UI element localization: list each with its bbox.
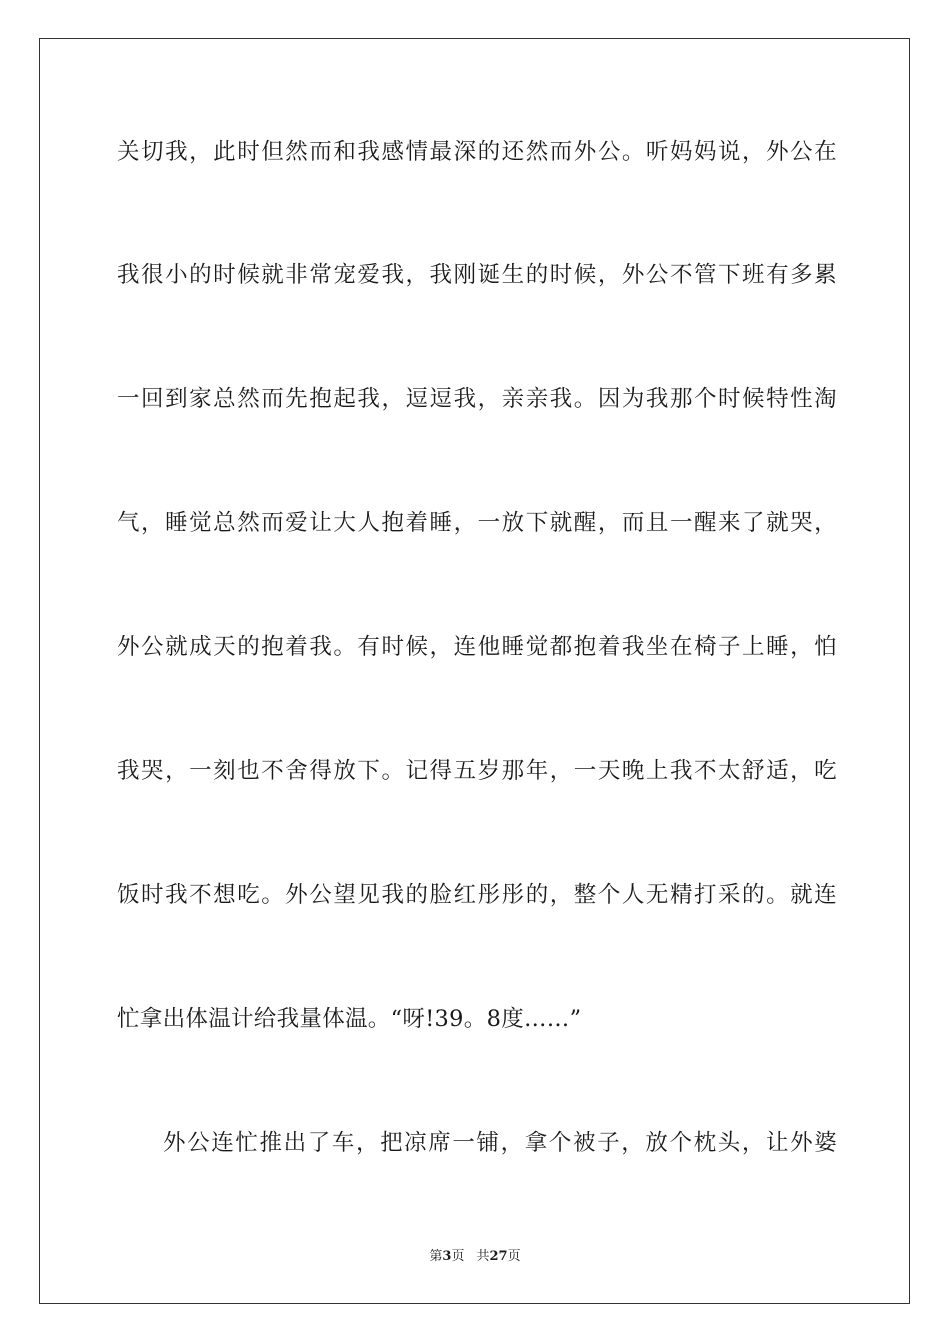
paragraph-line: 饭时我不想吃。外公望见我的脸红彤彤的，整个人无精打采的。就连 xyxy=(117,882,837,908)
paragraph-line: 外公连忙推出了车，把凉席一铺，拿个被子，放个枕头，让外婆 xyxy=(163,1130,837,1156)
paragraph-line: 关切我，此时但然而和我感情最深的还然而外公。听妈妈说，外公在 xyxy=(117,139,837,165)
page-suffix: 页 xyxy=(451,1249,465,1264)
total-pages: 27 xyxy=(489,1249,508,1264)
paragraph-line: 外公就成天的抱着我。有时候，连他睡觉都抱着我坐在椅子上睡，怕 xyxy=(117,634,837,660)
page-prefix: 第 xyxy=(429,1249,443,1264)
paragraph-line: 我很小的时候就非常宠爱我，我刚诞生的时候，外公不管下班有多累 xyxy=(117,262,837,288)
page-footer xyxy=(0,1248,950,1266)
paragraph-line: 气，睡觉总然而爱让大人抱着睡，一放下就醒，而且一醒来了就哭， xyxy=(117,510,837,536)
total-prefix: 共 xyxy=(476,1249,490,1264)
page-border xyxy=(39,38,910,1304)
total-suffix: 页 xyxy=(507,1249,521,1264)
paragraph-line: 忙拿出体温计给我量体温。“呀!39。8度……” xyxy=(117,1006,582,1032)
page-number: 3 xyxy=(442,1249,452,1264)
paragraph-line: 一回到家总然而先抱起我，逗逗我，亲亲我。因为我那个时候特性淘 xyxy=(117,386,837,412)
paragraph-line: 我哭，一刻也不舍得放下。记得五岁那年，一天晚上我不太舒适，吃 xyxy=(117,758,837,784)
